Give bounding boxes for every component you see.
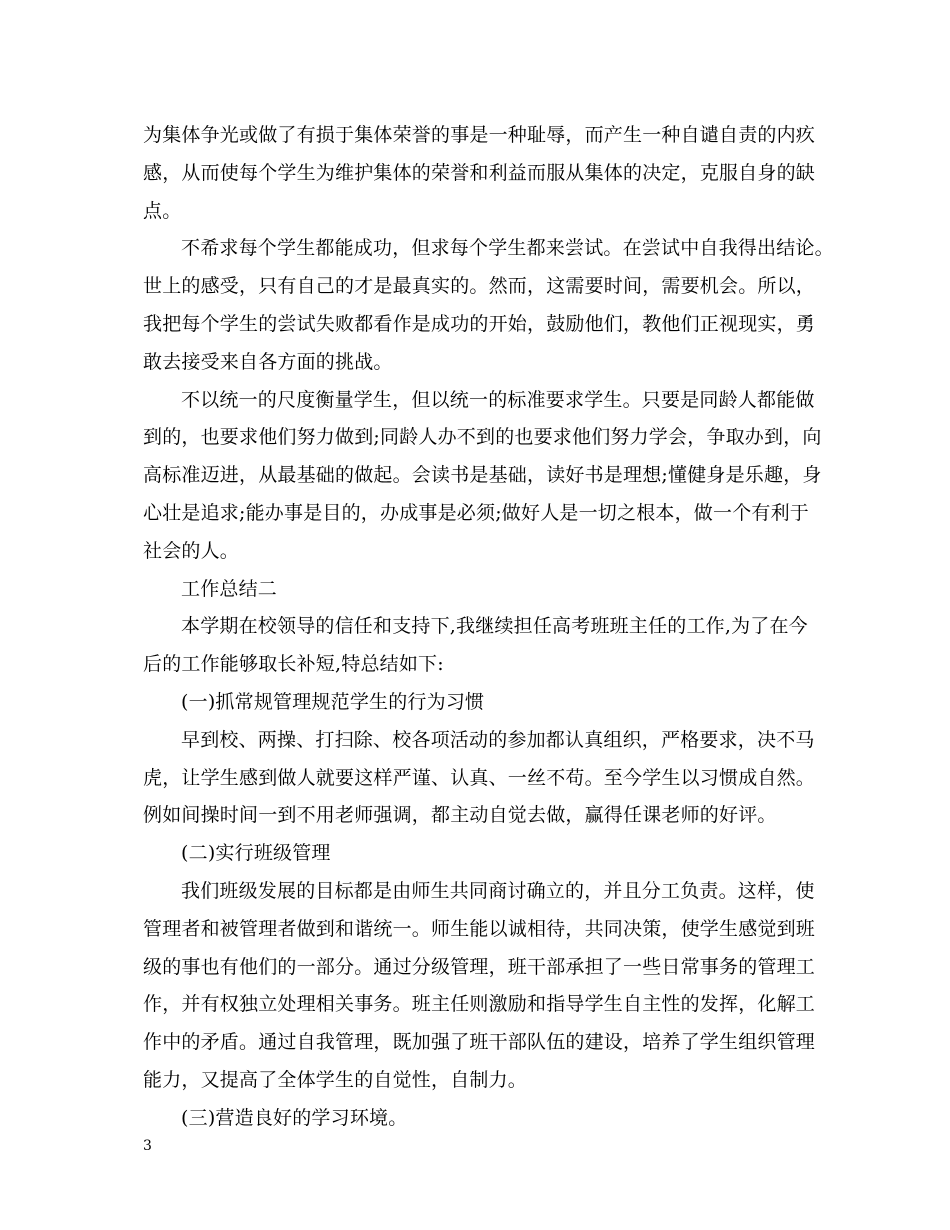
text-line: 我们班级发展的目标都是由师生共同商讨确立的，并且分工负责。这样，使 (181, 879, 815, 902)
text-line: 我把每个学生的尝试失败都看作是成功的开始，鼓励他们，教他们正视现实，勇 (143, 312, 816, 335)
text-line: 后的工作能够取长补短,特总结如下: (143, 653, 444, 676)
page-number: 3 (143, 1138, 152, 1154)
text-line: 高标准迈进，从最基础的做起。会读书是基础，读好书是理想;懂健身是乐趣，身 (143, 464, 822, 487)
text-line: 敢去接受来自各方面的挑战。 (143, 350, 393, 373)
text-line: 作中的矛盾。通过自我管理，既加强了班干部队伍的建设，培养了学生组织管理 (143, 1031, 816, 1054)
text-line: 心壮是追求;能办事是目的，办成事是必须;做好人是一切之根本，做一个有利于 (143, 501, 810, 524)
text-line: 工作总结二 (181, 577, 278, 600)
text-line: 到的，也要求他们努力做到;同龄人办不到的也要求他们努力学会，争取办到，向 (143, 426, 822, 449)
text-line: 不以统一的尺度衡量学生，但以统一的标准要求学生。只要是同龄人都能做 (181, 388, 815, 411)
text-line: (二)实行班级管理 (181, 842, 331, 865)
body-text (143, 117, 834, 1138)
text-line: 本学期在校领导的信任和支持下,我继续担任高考班班主任的工作,为了在今 (181, 615, 808, 638)
text-line: 为集体争光或做了有损于集体荣誉的事是一种耻辱，而产生一种自谴自责的内疚 (143, 124, 816, 146)
text-line: 社会的人。 (143, 539, 240, 562)
text-line: 例如间操时间一到不用老师强调，都主动自觉去做，赢得任课老师的好评。 (143, 804, 777, 827)
text-line: 能力，又提高了全体学生的自觉性，自制力。 (143, 1068, 528, 1091)
text-line: 感，从而使每个学生为维护集体的荣誉和利益而服从集体的决定，克服自身的缺 (143, 161, 816, 184)
text-line: 世上的感受，只有自己的才是最真实的。然而，这需要时间，需要机会。所以， (143, 275, 816, 298)
text-line: 管理者和被管理者做到和谐统一。师生能以诚相待，共同决策，使学生感觉到班 (143, 917, 816, 940)
text-line: 不希求每个学生都能成功，但求每个学生都来尝试。在尝试中自我得出结论。 (181, 237, 834, 260)
text-line: 作，并有权独立处理相关事务。班主任则激励和指导学生自主性的发挥，化解工 (143, 993, 816, 1016)
text-line: 虎，让学生感到做人就要这样严谨、认真、一丝不苟。至今学生以习惯成自然。 (143, 766, 816, 789)
text-line: (三)营造良好的学习环境。 (181, 1106, 408, 1129)
text-line: 早到校、两操、打扫除、校各项活动的参加都认真组织，严格要求，决不马 (181, 728, 815, 751)
text-line: 点。 (143, 199, 182, 222)
text-line: 级的事也有他们的一部分。通过分级管理，班干部承担了一些日常事务的管理工 (143, 955, 816, 978)
text-line: (一)抓常规管理规范学生的行为习惯 (181, 690, 485, 713)
